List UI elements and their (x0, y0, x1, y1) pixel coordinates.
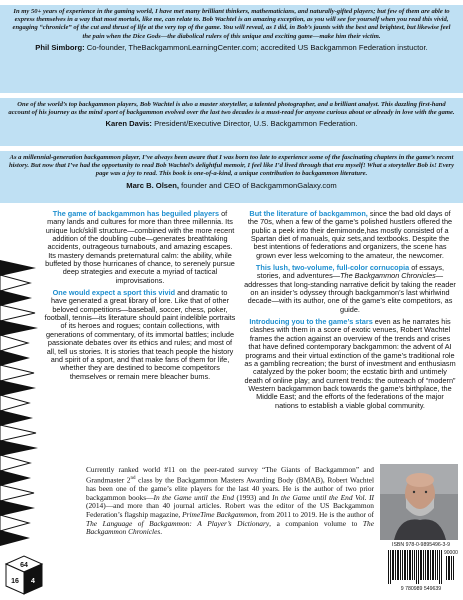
bio-text: (2014)—and more than 40 journal articles. Robert was the editor of the US Backgammon Federation’s flagship magazine, (86, 501, 374, 519)
testimonial-olsen (0, 151, 463, 203)
description-paragraph (244, 264, 456, 314)
isbn-barcode (384, 542, 458, 596)
testimonial-role: President/Executive Director, U.S. Backgammon Federation. (154, 119, 358, 129)
paragraph-body: and dramatic to have generated a great library of lore. Like that of other beloved competitions—baseball, soccer, chess, poker, football, tennis—its literature should paint indelible portraits of its heroes and rogues; contain collections, with generations of commentary, of its immortal battles; include passionate debates over its ethics and rules; and most of all, tell us stories. It is stories that teach people the history and spirit of a sport, and that make fans of them for life, whether they are destined to become competitors themselves or remain mere bleacher bums. (44, 288, 236, 381)
testimonial-quote: As a millennial-generation backgammon player, I’ve always been aware that I was born too late to experience some of the fascinating chapters in the game’s recent history. But now that I’ve had the opportunity to read Bob Wachtel’s delightful memoir, I feel like I’d lived through that era myself! What a storyteller Bob is! Every page was a joy to read. This book is one-of-a-kind, a unique contribution to backgammon literature. (8, 154, 455, 178)
description-left-column (44, 210, 236, 385)
bio-text: class by the Backgammon Masters Awarding Body (BMAB), Robert Wachtel has been one of the game’s elite players for the last 40 years. He is the author of two prior backgammon books— (86, 475, 374, 502)
description-paragraph (44, 210, 236, 285)
paragraph-lead: One would expect a sport this vivid (52, 288, 176, 298)
bio-superscript: nd (130, 475, 136, 481)
magazine-title: PrimeTime Backgammon (182, 509, 257, 519)
description-paragraph (44, 289, 236, 381)
testimonial-quote: One of the world’s top backgammon players, Bob Wachtel is also a master storyteller, a talented photographer, and a brilliant analyst. This dazzling first-hand account of his journey as the mind sport of backgammon evolved over the last two decades is a must-read for anyone curious about or already in love with the game. (8, 101, 455, 117)
author-bio (86, 466, 374, 537)
bio-text: (1993) and (233, 492, 273, 502)
paragraph-body: even as he narrates his clashes with them in a score of exotic venues, Robert Wachtel frames the action against an overview of the trends and crises that have defined contemporary backgammon: the advent of AI programs and their virtual extinction of the game’s traditional role as a gambling recreation; the burst of investment and enthusiasm catalyzed by the poker boom; the ecstatic birth and untimely death of online play; and current trends: the outreach of “modern” Western backgammon back towards the game’s birthplace, the Middle East; and the efforts of the federations of the major nations to establish a viable global community. (244, 317, 456, 410)
bio-text: , a companion volume to (269, 518, 363, 528)
bio-text: . (160, 527, 163, 537)
testimonial-attribution (8, 43, 455, 52)
testimonial-davis (0, 98, 463, 146)
testimonial-attribution (8, 181, 455, 190)
book-title: In the Game until the End (153, 492, 234, 502)
book-title: The Backgammon Chronicles (340, 271, 436, 281)
testimonial-quote: In my 50+ years of experience in the gaming world, I have met many brilliant thinkers, mathematicians, and naturally-gifted players; but few of them are able to express themselves in a way that most mortals, like me, can relate to. Bob Wachtel is an amazing exception, as you will see for yourself when you read this vivid, engaging “chronicle” of the cut and thrust of life at the very top of the game. You will reveal, as I did, in Bob’s jaunts with the best and brightest, but likewise feel the pain when the Dice Gods—the diabolical rulers of this unique and exciting game—make him their victim. (12, 8, 451, 40)
paragraph-body: of essays, stories, and adventures— (256, 263, 445, 281)
testimonial-role: Co-founder, TheBackgammonLearningCenter.com; accredited US Backgammon Federation instuctor. (86, 42, 428, 52)
book-title: In the Game until the End Vol. II (272, 492, 375, 502)
barcode-digits: 9 780989 549639 (400, 586, 442, 592)
testimonial-name: Marc B. Olsen, (126, 180, 180, 190)
description-columns (44, 210, 456, 460)
paragraph-lead: But the literature of backgammon, (249, 209, 368, 218)
testimonial-attribution (8, 119, 455, 128)
description-paragraph (244, 318, 456, 410)
testimonial-name: Karen Davis: (105, 119, 152, 129)
price-code: 90000 (444, 550, 458, 556)
description-right-column (244, 210, 456, 414)
testimonial-role: founder and CEO of BackgammonGalaxy.com (181, 180, 337, 190)
bio-text: , from 2011 to 2019. He is the author of (256, 509, 374, 519)
author-photo (380, 464, 458, 540)
cube-face-left: 16 (11, 578, 19, 585)
doubling-cube-icon (2, 552, 46, 596)
paragraph-body: since the bad old days of the 70s, when a few of the game’s polished hustlers offered the public a peek into their demimonde,has mostly consisted of a Spartan diet of manuals, quiz sets,and textbooks. Despite the best intentions of federations and organizers, the scene has grown ever less welcoming to the amateur, the newcomer. (247, 209, 453, 260)
testimonial-simborg (0, 5, 463, 93)
cube-face-right: 4 (31, 578, 35, 585)
cube-face-top: 64 (20, 562, 28, 569)
book-title: The Backgammon Chronicles (86, 518, 375, 537)
paragraph-lead: Introducing you to the game’s stars (249, 317, 373, 327)
paragraph-body: —addresses that long-standing narrative deficit by taking the reader on an insider’s odyssey through backgammon’s last whirlwind decade—with its author, one of the game’s elite competitors, as guide. (244, 271, 456, 314)
bio-text: Currently ranked world #11 on the peer-rated survey “The Giants of Backgammon” and Grandmaster 2 (86, 465, 374, 485)
testimonial-name: Phil Simborg: (35, 42, 85, 52)
paragraph-lead: The game of backgammon has beguiled players (52, 209, 220, 218)
isbn-label: ISBN 978-0-9895496-3-9 (392, 542, 450, 548)
backgammon-points-decoration (0, 260, 40, 550)
paragraph-lead: This lush, two-volume, full-color cornucopia (255, 263, 410, 273)
description-paragraph (244, 210, 456, 260)
paragraph-body: of many lands and cultures for more than three millennia. Its unique luck/skill structure—combined with the more recent addition of the doubling cube—generates breathtaking accidents, outrageous turnabouts, and amazing escapes. Its mastery demands preternatural calm: the ability, while buffeted by those hurricanes of chance, to serenely pursue deep strategies and execute a myriad of tactical improvisations. (45, 209, 235, 285)
book-title: The Language of Backgammon: A Player’s Dictionary (86, 518, 270, 528)
